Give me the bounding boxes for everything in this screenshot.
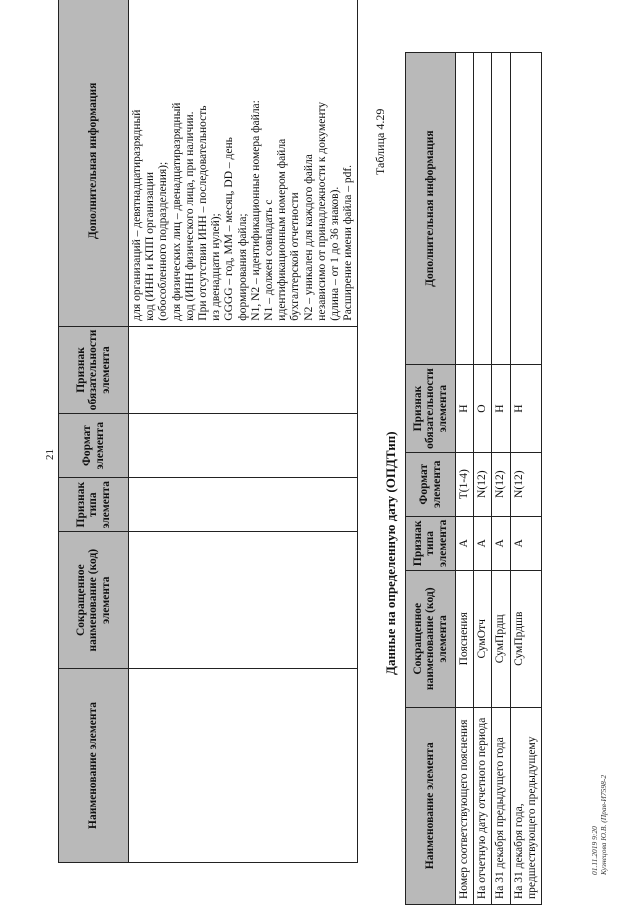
cell-required: Н (456, 365, 474, 453)
cell-info (510, 53, 541, 365)
info-line: (длина – от 1 до 36 знаков). (329, 186, 342, 321)
table1-cell-format (129, 414, 358, 478)
table-row (129, 0, 358, 863)
info-line: независимо от принадлежности к документу (315, 101, 328, 321)
cell-type: А (456, 516, 474, 570)
stamp-line: 01.11.2019 9:20 (590, 826, 599, 875)
table1-header-info: Дополнительная информация (59, 0, 129, 326)
table2-header-name: Наименование элемента (406, 707, 456, 904)
cell-type: А (474, 516, 492, 570)
table-row (456, 53, 474, 905)
cell-required: Н (510, 365, 541, 453)
cell-required: Н (492, 365, 510, 453)
cell-info (456, 53, 474, 365)
table1-cell-required (129, 326, 358, 414)
info-line: GGGG – год, MM – месяц, DD – день (223, 137, 236, 321)
cell-code: СумПрдшв (510, 571, 541, 708)
cell-format: N(12) (474, 452, 492, 516)
cell-type: А (492, 516, 510, 570)
cell-code: Пояснения (456, 571, 474, 708)
cell-name: Номер соответствующего пояснения (456, 707, 474, 904)
cell-name: На 31 декабря года, предшествующего предыдущему (510, 707, 541, 904)
document-stamp (590, 775, 608, 875)
info-line: для физических лиц – двенадцатиразрядный (170, 102, 183, 321)
table-caption: Таблица 4.29 (373, 108, 387, 175)
cell-info (474, 53, 492, 365)
cell-info (492, 53, 510, 365)
info-line: (обособленного подразделения); (157, 161, 170, 321)
cell-type: А (510, 516, 541, 570)
info-line: При отсутствии ИНН – последовательность (197, 105, 210, 321)
table2-header-required: Признак обязательности элемента (406, 365, 456, 453)
table1-cell-code (129, 532, 358, 669)
cell-code: СумПрдщ (492, 571, 510, 708)
cell-required: О (474, 365, 492, 453)
info-line: для организаций – девятнадцатиразрядный (131, 109, 143, 321)
info-line: Расширение имени файла – pdf. (342, 164, 355, 321)
table1-header-type: Признак типа элемента (59, 477, 129, 531)
table-row (492, 53, 510, 905)
table2-header-format: Формат элемента (406, 452, 456, 516)
info-line: из двенадцати нулей); (210, 213, 223, 321)
table-row (474, 53, 492, 905)
info-line: код (ИНН физического лица, при наличии. (183, 111, 196, 321)
stamp-line: Кузнецова Ю.В. (Прав-И7598-2 (599, 774, 608, 875)
info-line: бухгалтерской отчетности (289, 192, 302, 321)
table1-header-format: Формат элемента (59, 414, 129, 478)
table1-header-row (59, 0, 129, 863)
cell-format: T(1-4) (456, 452, 474, 516)
table1-cell-type (129, 477, 358, 531)
info-line: N1 – должен совпадать с (263, 199, 276, 321)
table-row (510, 53, 541, 905)
table1-cell-name (129, 668, 358, 862)
table1-header-code: Сокращенное наименование (код) элемента (59, 532, 129, 669)
cell-name: На 31 декабря предыдущего года (492, 707, 510, 904)
table2-header-code: Сокращенное наименование (код) элемента (406, 571, 456, 708)
cell-format: N(12) (492, 452, 510, 516)
cell-format: N(12) (510, 452, 541, 516)
data-table-opdtip (405, 52, 542, 905)
table2-header-row (406, 53, 456, 905)
table2-header-info: Дополнительная информация (406, 53, 456, 365)
table-title: Данные на определенную дату (ОПДТип) (383, 431, 398, 675)
cell-name: На отчетную дату отчетного периода (474, 707, 492, 904)
info-line: идентификационным номером файла (276, 138, 289, 321)
page-number: 21 (44, 449, 56, 460)
info-line: формирования файла; (236, 213, 249, 321)
info-line: код (ИНН и КПП организации (144, 171, 157, 321)
table1-header-name: Наименование элемента (59, 668, 129, 862)
table2-header-type: Признак типа элемента (406, 516, 456, 570)
table1-cell-info (129, 0, 358, 326)
table1-header-required: Признак обязательности элемента (59, 326, 129, 414)
cell-code: СумОтч (474, 571, 492, 708)
info-line: N2 – уникален для каждого файла (302, 154, 315, 321)
info-line: N1, N2 – идентификационные номера файла: (249, 100, 262, 321)
table-continuation (58, 0, 358, 863)
